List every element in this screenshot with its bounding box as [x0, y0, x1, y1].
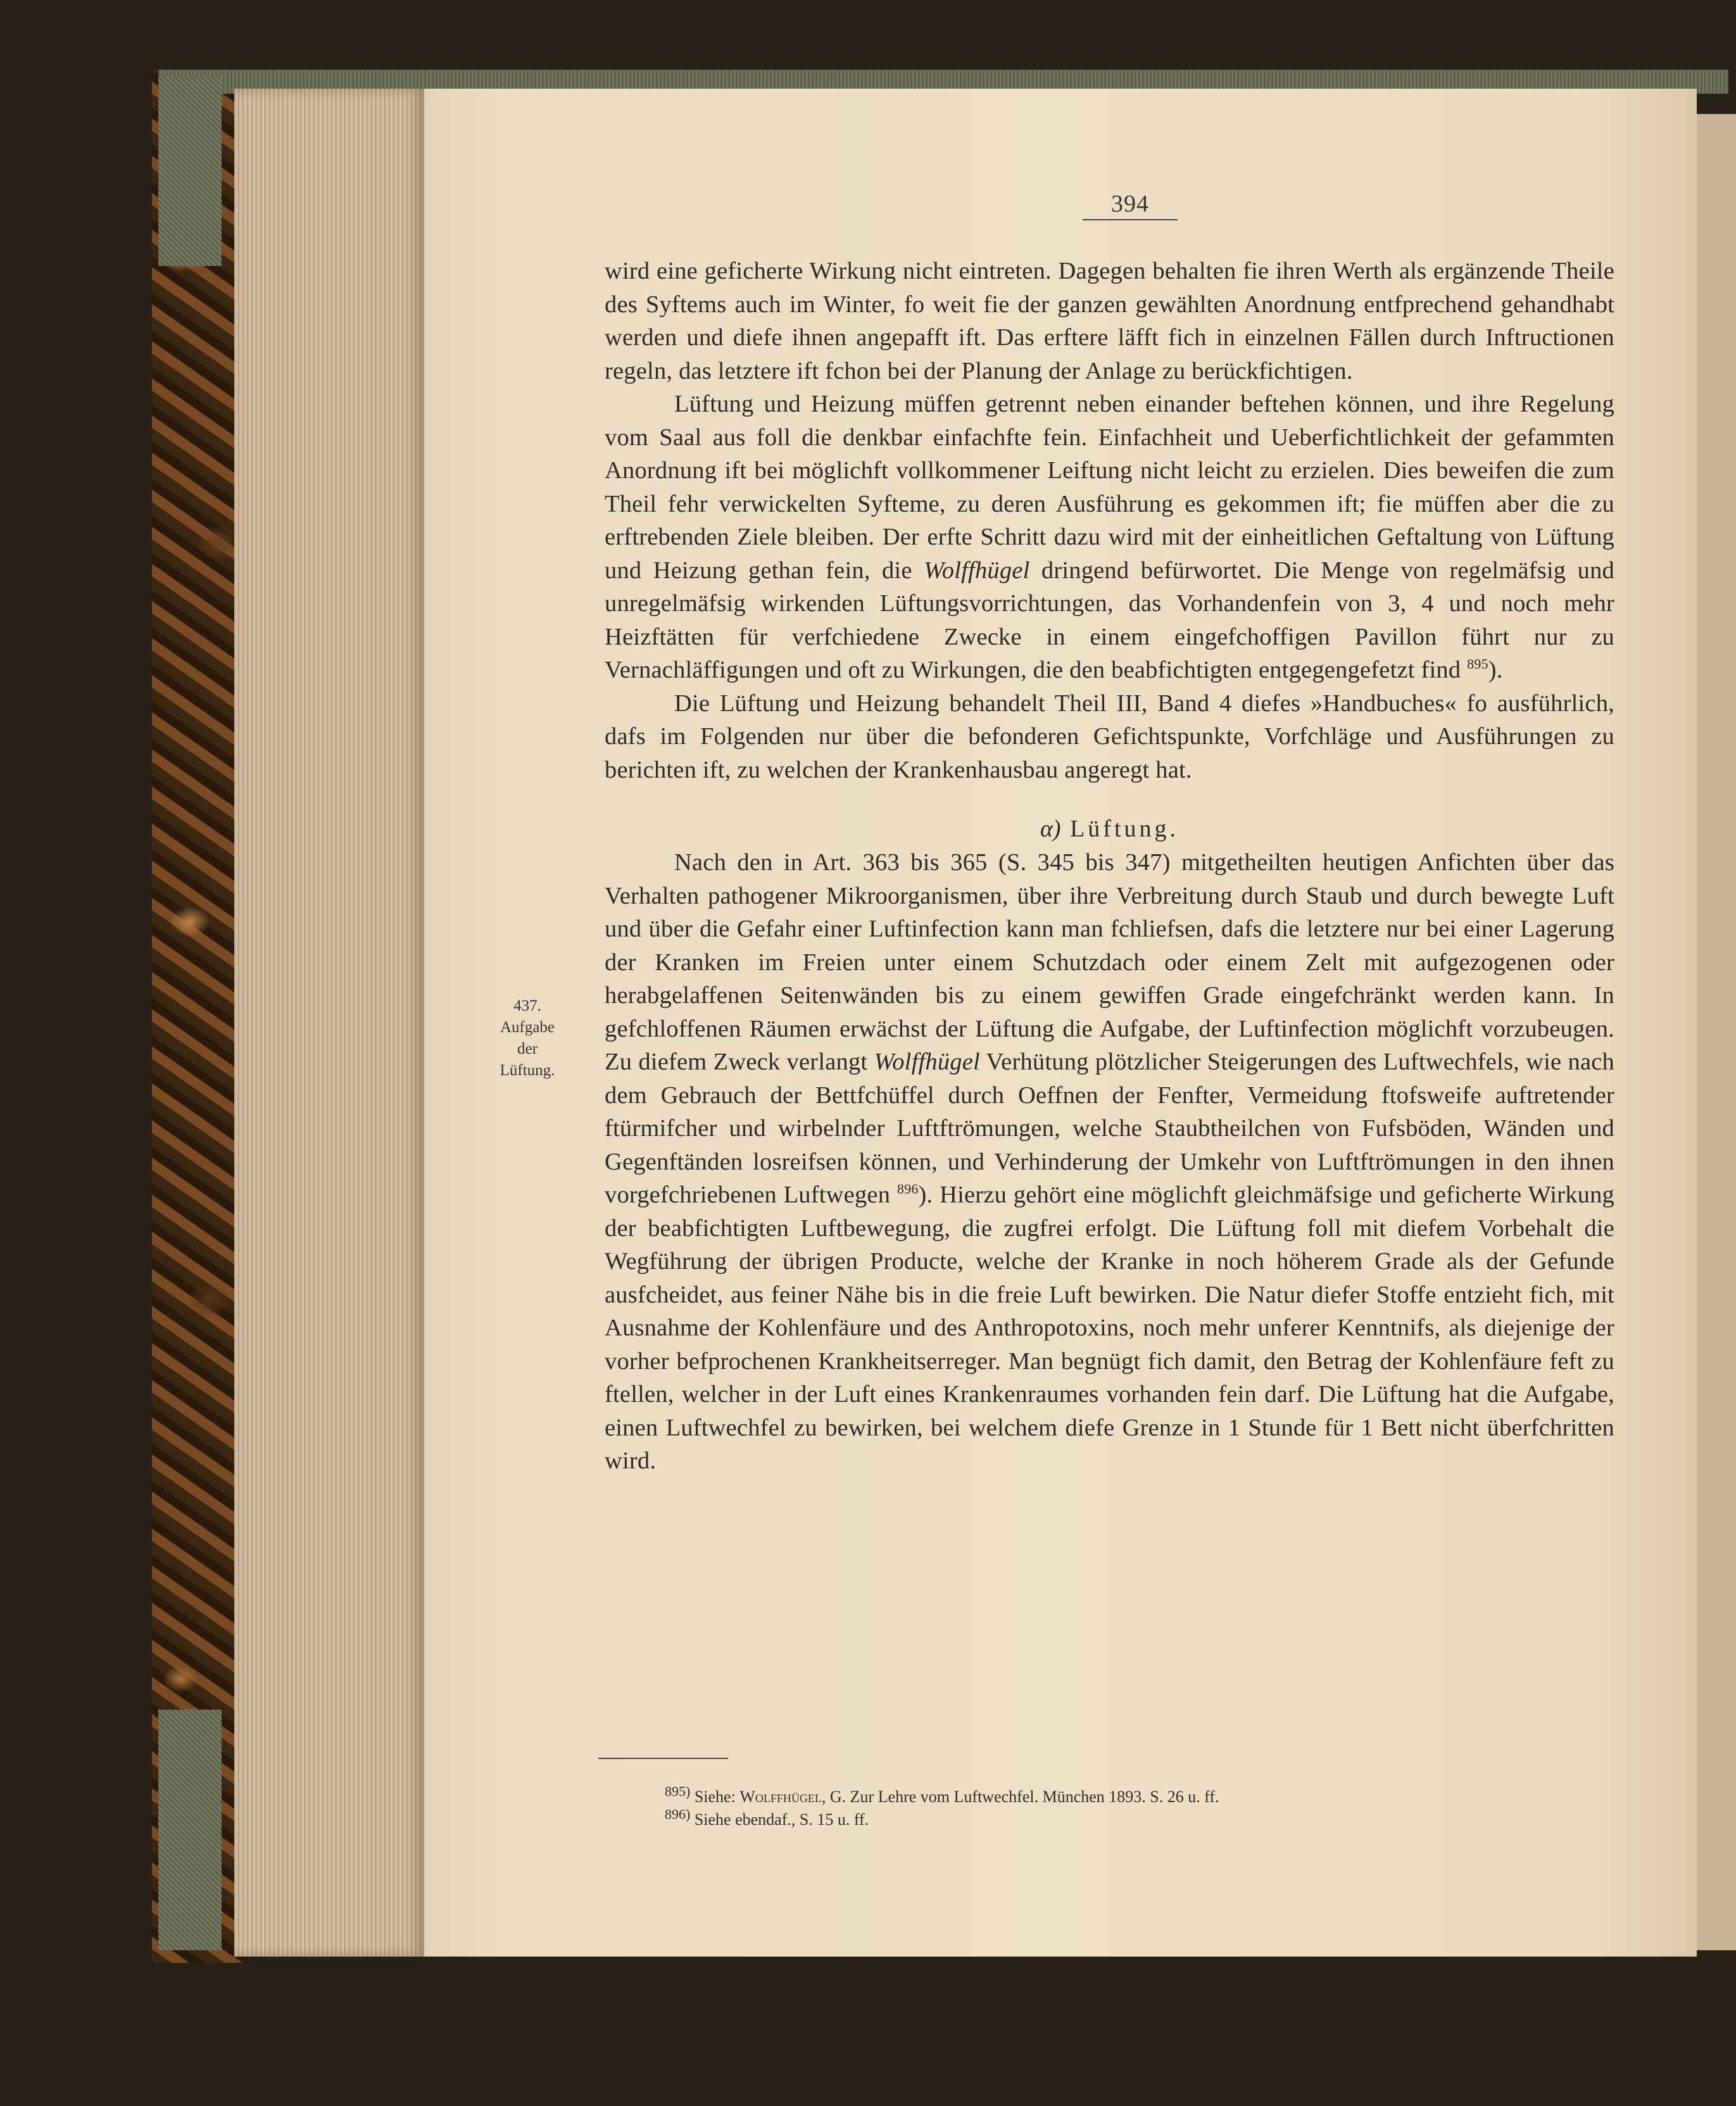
footnotes	[665, 1783, 1551, 1831]
paragraph-4-text: Nach den in Art. 363 bis 365 (S. 345 bis 347) mitgetheilten heutigen Anfichten über das Verhalten pathogener Mikroorganismen, über ihre Verbreitung durch Staub und durch bewegte Luft und über die Gefahr einer Luftinfection kann man fchliefsen, dafs die letztere nur bei einer Lagerung der Kranken im Freien unter einem Schutzdach oder einem Zelt mit aufgezogenen oder herabgelaffenen Seitenwänden bis zu einem gewiffen Grade eingefchränkt werden kann. In gefchloffenen Räumen erwächst der Lüftung die Aufgabe, der Luftinfection möglichft vorzubeugen. Zu diefem Zweck verlangt	[605, 849, 1614, 1075]
footnote-rule	[598, 1758, 728, 1759]
margin-note-line: der	[517, 1040, 538, 1057]
main-text	[605, 255, 1614, 1478]
marbled-cover	[152, 70, 247, 1963]
footnote-number: 896)	[665, 1806, 691, 1822]
cover-cloth-corner-top	[158, 76, 222, 266]
cover-cloth-corner-bottom	[158, 1710, 222, 1950]
margin-note-number: 437.	[513, 997, 541, 1014]
footnote-author: Wolffhügel	[739, 1788, 822, 1806]
paragraph-2-text: dringend befürwortet. Die Menge von regelmäfsig und unregelmäfsig wirkenden Lüftungsvorrichtungen, das Vorhandenfein von 3, 4 und noch mehr Heizftätten für verfchiedene Zwecke in einem eingefchoffigen Pavillon führt nur zu Vernachläffigungen und oft zu Wirkungen, die den beabfichtigten entgegengefetzt find	[605, 557, 1614, 683]
footnote-number: 895)	[665, 1783, 691, 1800]
page-number-rule	[1083, 219, 1178, 220]
margin-note-line: Aufgabe	[500, 1019, 555, 1036]
facing-page-edge	[1697, 114, 1736, 1950]
author-name: Wolffhügel	[924, 557, 1030, 584]
paragraph-4-text: ). Hierzu gehört eine möglichft gleichmäfsige und geficherte Wirkung der beabfichtigten Luftbewegung, die zugfrei erfolgt. Die Lüftung foll mit diefem Vorbehalt die Wegführung der übrigen Producte, welche der Kranke in noch höherem Grade als der Gefunde ausfcheidet, aus feiner Nähe bis in die freie Luft bewirken. Die Natur diefer Stoffe entzieht fich, mit Ausnahme der Kohlenfäure und des Anthropotoxins, noch mehr unferer Kenntnifs, als diejenige der vorher befprochenen Krankheitserreger. Man begnügt fich damit, den Betrag der Kohlenfäure feft zu ftellen, welcher in der Luft eines Krankenraumes vorhanden fein darf. Die Lüftung hat die Aufgabe, einen Luftwechfel zu bewirken, bei welchem diefe Grenze in 1 Stunde für 1 Bett nicht überfchritten wird.	[605, 1182, 1615, 1474]
paragraph-3: Die Lüftung und Heizung behandelt Theil III, Band 4 diefes »Handbuches« fo ausführlich, dafs im Folgenden nur über die befonderen Gefichtspunkte, Vorfchläge und Ausführungen zu berichten ift, zu welchen der Krankenhausbau angeregt hat.	[605, 690, 1614, 783]
paragraph-2-text: Lüftung und Heizung müffen getrennt neben einander beftehen können, und ihre Regelung vom Saal aus foll die denkbar einfachfte fein. Einfachheit und Ueberfichtlichkeit der gefammten Anordnung ift bei möglichft vollkommener Leiftung nicht leicht zu erzielen. Dies beweifen die zum Theil fehr verwickelten Syfteme, zu deren Ausführung es gekommen ift; fie müffen aber die zu erftrebenden Ziele bleiben. Der erfte Schritt dazu wird mit der einheitlichen Geftaltung von Lüftung und Heizung gethan fein, die	[605, 391, 1614, 584]
paragraph-2	[605, 388, 1614, 687]
footnote-ref: 895	[1467, 656, 1488, 672]
footnote-896	[665, 1808, 1551, 1831]
footnote-text: Siehe:	[694, 1788, 736, 1806]
page-stack-edge	[234, 89, 424, 1957]
footnote-ref: 896	[896, 1181, 919, 1197]
author-name: Wolffhügel	[874, 1049, 980, 1075]
section-heading	[605, 812, 1614, 846]
paragraph-4	[605, 846, 1614, 1478]
margin-note-line: Lüftung.	[500, 1062, 555, 1079]
section-letter: α)	[1040, 816, 1061, 842]
paragraph-2-end: ).	[1488, 657, 1503, 683]
paragraph-4-text: Verhütung plötzlicher Steigerungen des Luftwechfels, wie nach dem Gebrauch der Bettfchüffel durch Oeffnen der Fenfter, Vermeidung ftofsweife auftretender ftürmifcher und wirbelnder Luftftrömungen, welche Staubtheilchen von Fufsböden, Wänden und Gegenftänden losreifsen können, und Verhinderung der Umkehr von Luftftrömungen in den ihnen vorgefchriebenen Luftwegen	[605, 1049, 1614, 1208]
paragraph-1: wird eine geficherte Wirkung nicht eintreten. Dagegen behalten fie ihren Werth als ergänzende Theile des Syftems auch im Winter, fo weit fie der ganzen gewählten Anordnung entfprechend gehandhabt werden und diefe ihnen angepafft ift. Das erftere läfft fich in einzelnen Fällen durch Inftructionen regeln, das letztere ift fchon bei der Planung der Anlage zu berückfichtigen.	[605, 258, 1614, 384]
section-title: Lüftung.	[1070, 816, 1179, 842]
page-number: 394	[1111, 191, 1149, 217]
margin-note	[480, 995, 575, 1081]
footnote-text: Siehe ebendaf., S. 15 u. ff.	[694, 1810, 869, 1829]
footnote-895	[665, 1783, 1551, 1808]
footnote-text: , G. Zur Lehre vom Luftwechfel. München 1893. S. 26 u. ff.	[821, 1788, 1219, 1806]
